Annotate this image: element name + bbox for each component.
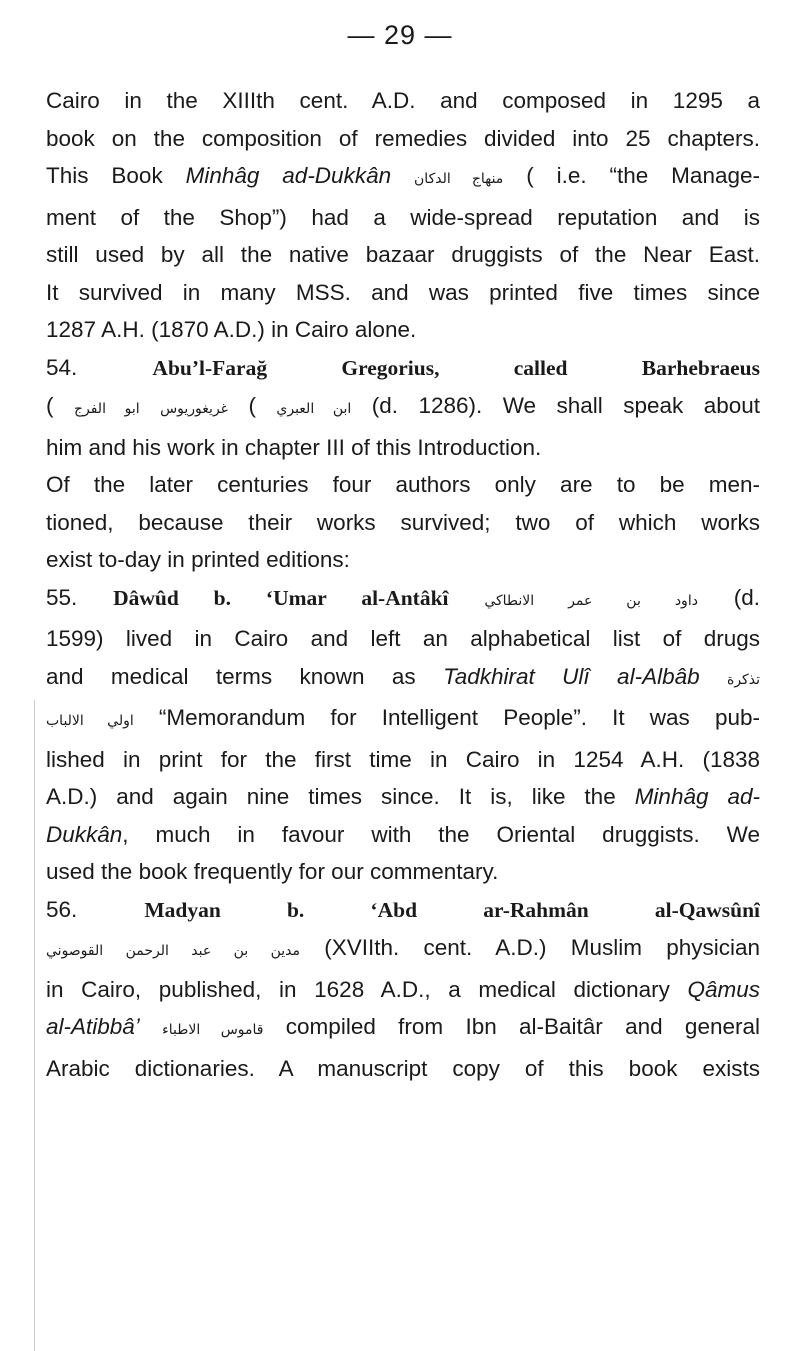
text-line [46, 504, 760, 542]
text-line [46, 82, 760, 120]
text-run: , much in favour with the Oriental druggists. We [122, 821, 760, 847]
body-text [46, 82, 760, 1087]
text-run: ( [46, 393, 74, 418]
text-run: “Memorandum for Intelligent People”. It was pub- [133, 705, 760, 730]
text-run: in Cairo, published, in 1628 A.D., a medical dictionary [46, 976, 688, 1002]
text-line [46, 199, 760, 237]
text-run: 54. [46, 354, 153, 380]
text-run [391, 163, 414, 188]
page-number: — 29 — [347, 20, 453, 50]
text-run: him and his work in chapter III of this Introduction. [46, 434, 542, 460]
text-run: used the book frequently for our commentary. [46, 859, 499, 884]
entry-heading: Madyan b. ‘Abd ar-Rahmân al-Qawsûnî [144, 897, 760, 922]
text-line [46, 853, 760, 891]
italic-title: Dukkân [46, 821, 123, 847]
text-run [140, 1014, 162, 1039]
text-line [46, 274, 760, 312]
text-line [46, 971, 760, 1009]
arabic-text: داود بن عمر الانطاكي [484, 592, 698, 609]
text-run: 1599) lived in Cairo and left an alphabetical list of drugs [46, 626, 760, 651]
text-line [46, 311, 760, 349]
arabic-text: مدين بن عبد الرحمن القوصوني [46, 943, 301, 959]
text-run: book on the composition of remedies divided into 25 chapters. [46, 125, 760, 151]
text-run: (d. 1286). We shall speak about [351, 393, 760, 418]
text-line [46, 741, 760, 779]
text-line [46, 1008, 760, 1050]
text-line [46, 929, 760, 971]
italic-title: Minhâg ad- [634, 784, 760, 809]
text-line [46, 620, 760, 658]
arabic-text: منهاج الدكان [414, 171, 504, 187]
text-run [449, 585, 485, 610]
text-run: (d. [697, 584, 760, 610]
text-run: This Book [46, 163, 186, 188]
italic-title: al-Atibbâ’ [46, 1014, 140, 1039]
text-line [46, 699, 760, 741]
text-run: Cairo in the XIIIth cent. A.D. and composed in 1295 a [46, 88, 760, 113]
text-line [46, 466, 760, 504]
arabic-text: قاموس الاطباء [162, 1022, 264, 1038]
text-line [46, 349, 760, 388]
text-line [46, 157, 760, 199]
text-line [46, 658, 760, 700]
text-run: (XVIIth. cent. A.D.) Muslim physician [300, 935, 760, 960]
text-run: compiled from Ibn al-Baitâr and general [263, 1014, 760, 1039]
text-run: ment of the Shop”) had a wide-spread reputation and is [46, 204, 760, 230]
text-run: 55. [46, 584, 114, 610]
text-run: and medical terms known as [46, 663, 444, 689]
entry-heading: Abu’l-Farağ Gregorius, called Barhebraeus [152, 355, 760, 380]
text-run: 56. [46, 896, 145, 922]
arabic-text: غريغوريوس [160, 401, 228, 417]
text-run: Arabic dictionaries. A manuscript copy of this book exists [46, 1055, 760, 1081]
arabic-text: ابن العبري [276, 401, 352, 417]
text-line [46, 120, 760, 158]
italic-title: Qâmus [687, 976, 760, 1002]
text-run: lished in print for the first time in Cairo in 1254 A.H. (1838 [46, 746, 760, 772]
text-line [46, 891, 760, 930]
text-run: still used by all the native bazaar druggists of the Near East. [46, 242, 760, 267]
entry-heading: Dâwûd b. ‘Umar al-Antâkî [113, 585, 449, 610]
text-run: exist to-day in printed editions: [46, 547, 350, 572]
text-line [46, 541, 760, 579]
italic-title: Minhâg ad-Dukkân [185, 163, 392, 188]
arabic-text: تذكرة [727, 671, 760, 688]
text-run [140, 393, 160, 418]
text-line [46, 429, 760, 467]
italic-title: Tadkhirat Ulî al-Albâb [443, 663, 700, 689]
text-run: Of the later centuries four authors only are to be men- [46, 472, 760, 497]
text-line [46, 387, 760, 429]
arabic-text: ابو الفرج [73, 401, 140, 417]
text-run: tioned, because their works survived; two of which works [46, 509, 760, 535]
text-line [46, 236, 760, 274]
text-run: ) [228, 393, 277, 418]
text-line [46, 816, 760, 854]
text-run: A.D.) and again nine times since. It is, like the [46, 784, 635, 809]
text-run: It survived in many MSS. and was printed five times since [46, 279, 760, 305]
text-line [46, 579, 760, 621]
text-run [700, 664, 727, 689]
text-line [46, 778, 760, 816]
arabic-text: اولي الالباب [46, 713, 134, 729]
text-run: ( i.e. “the Manage- [503, 163, 760, 188]
scan-margin-line [34, 700, 35, 1351]
text-line [46, 1050, 760, 1088]
text-run: 1287 A.H. (1870 A.D.) in Cairo alone. [46, 317, 417, 342]
